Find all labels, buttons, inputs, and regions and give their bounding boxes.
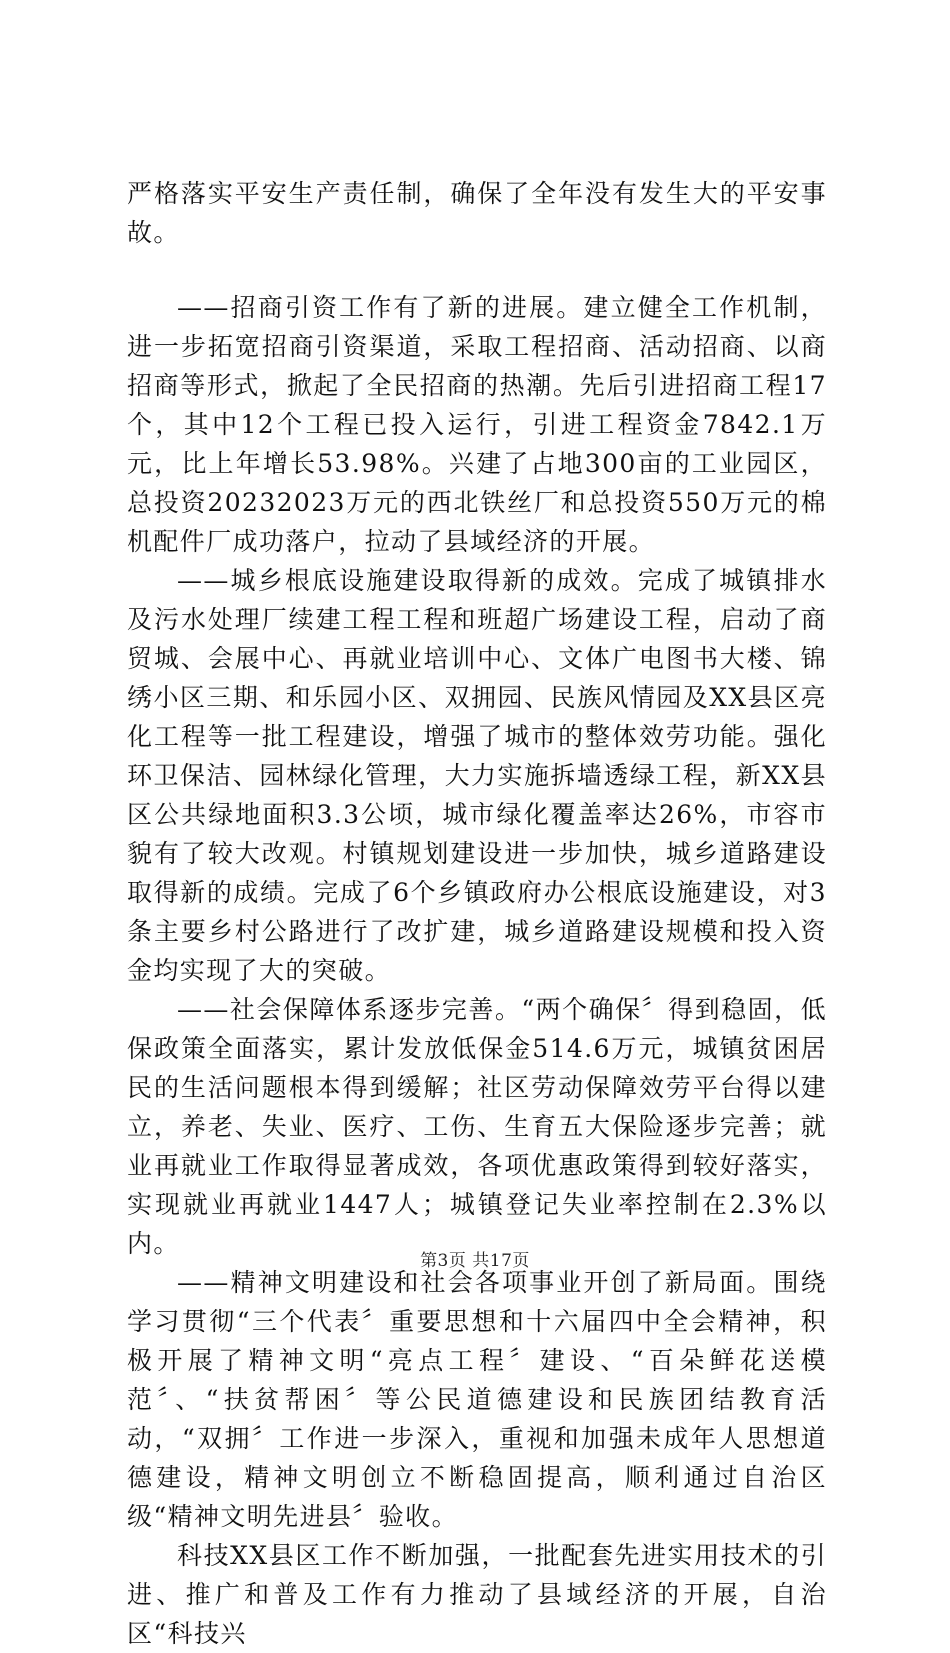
paragraph-safety-continuation: 严格落实平安生产责任制，确保了全年没有发生大的平安事故。: [127, 179, 827, 247]
paragraph-science-technology: 科技XX县区工作不断加强，一批配套先进实用技术的引进、推广和普及工作有力推动了县域经济的开展，自治区“科技兴: [127, 1541, 827, 1648]
paragraph-social-security: ——社会保障体系逐步完善。“两个确保〞得到稳固，低保政策全面落实，累计发放低保金514.6万元，城镇贫困居民的生活问题根本得到缓解；社区劳动保障效劳平台得以建立，养老、失业、医疗、工伤、生育五大保险逐步完善；就业再就业工作取得显著成效，各项优惠政策得到较好落实，实现就业再就业1447人；城镇登记失业率控制在2.3%以内。: [127, 995, 827, 1258]
paragraph-investment-promotion: ——招商引资工作有了新的进展。建立健全工作机制，进一步拓宽招商引资渠道，采取工程招商、活动招商、以商招商等形式，掀起了全民招商的热潮。先后引进招商工程17个，其中12个工程已投入运行，引进工程资金7842.1万元，比上年增长53.98%。兴建了占地300亩的工业园区，总投资20232023万元的西北铁丝厂和总投资550万元的棉机配件厂成功落户，拉动了县域经济的开展。: [127, 293, 827, 556]
paragraph-infrastructure: ——城乡根底设施建设取得新的成效。完成了城镇排水及污水处理厂续建工程工程和班超广场建设工程，启动了商贸城、会展中心、再就业培训中心、文体广电图书大楼、锦绣小区三期、和乐园小区、双拥园、民族风情园及XX县区亮化工程等一批工程建设，增强了城市的整体效劳功能。强化环卫保洁、园林绿化管理，大力实施拆墙透绿工程，新XX县区公共绿地面积3.3公顷，城市绿化覆盖率达26%，市容市貌有了较大改观。村镇规划建设进一步加快，城乡道路建设取得新的成绩。完成了6个乡镇政府办公根底设施建设，对3条主要乡村公路进行了改扩建，城乡道路建设规模和投入资金均实现了大的突破。: [127, 566, 827, 985]
paragraph-spiritual-civilization: ——精神文明建设和社会各项事业开创了新局面。围绕学习贯彻“三个代表〞重要思想和十六届四中全会精神，积极开展了精神文明“亮点工程〞建设、“百朵鲜花送模范〞、“扶贫帮困〞等公民道德建设和民族团结教育活动，“双拥〞工作进一步深入，重视和加强未成年人思想道德建设，精神文明创立不断稳固提高，顺利通过自治区级“精神文明先进县〞验收。: [127, 1268, 827, 1531]
document-body: [127, 174, 827, 1653]
page-number-footer: 第3页 共17页: [420, 1251, 530, 1271]
